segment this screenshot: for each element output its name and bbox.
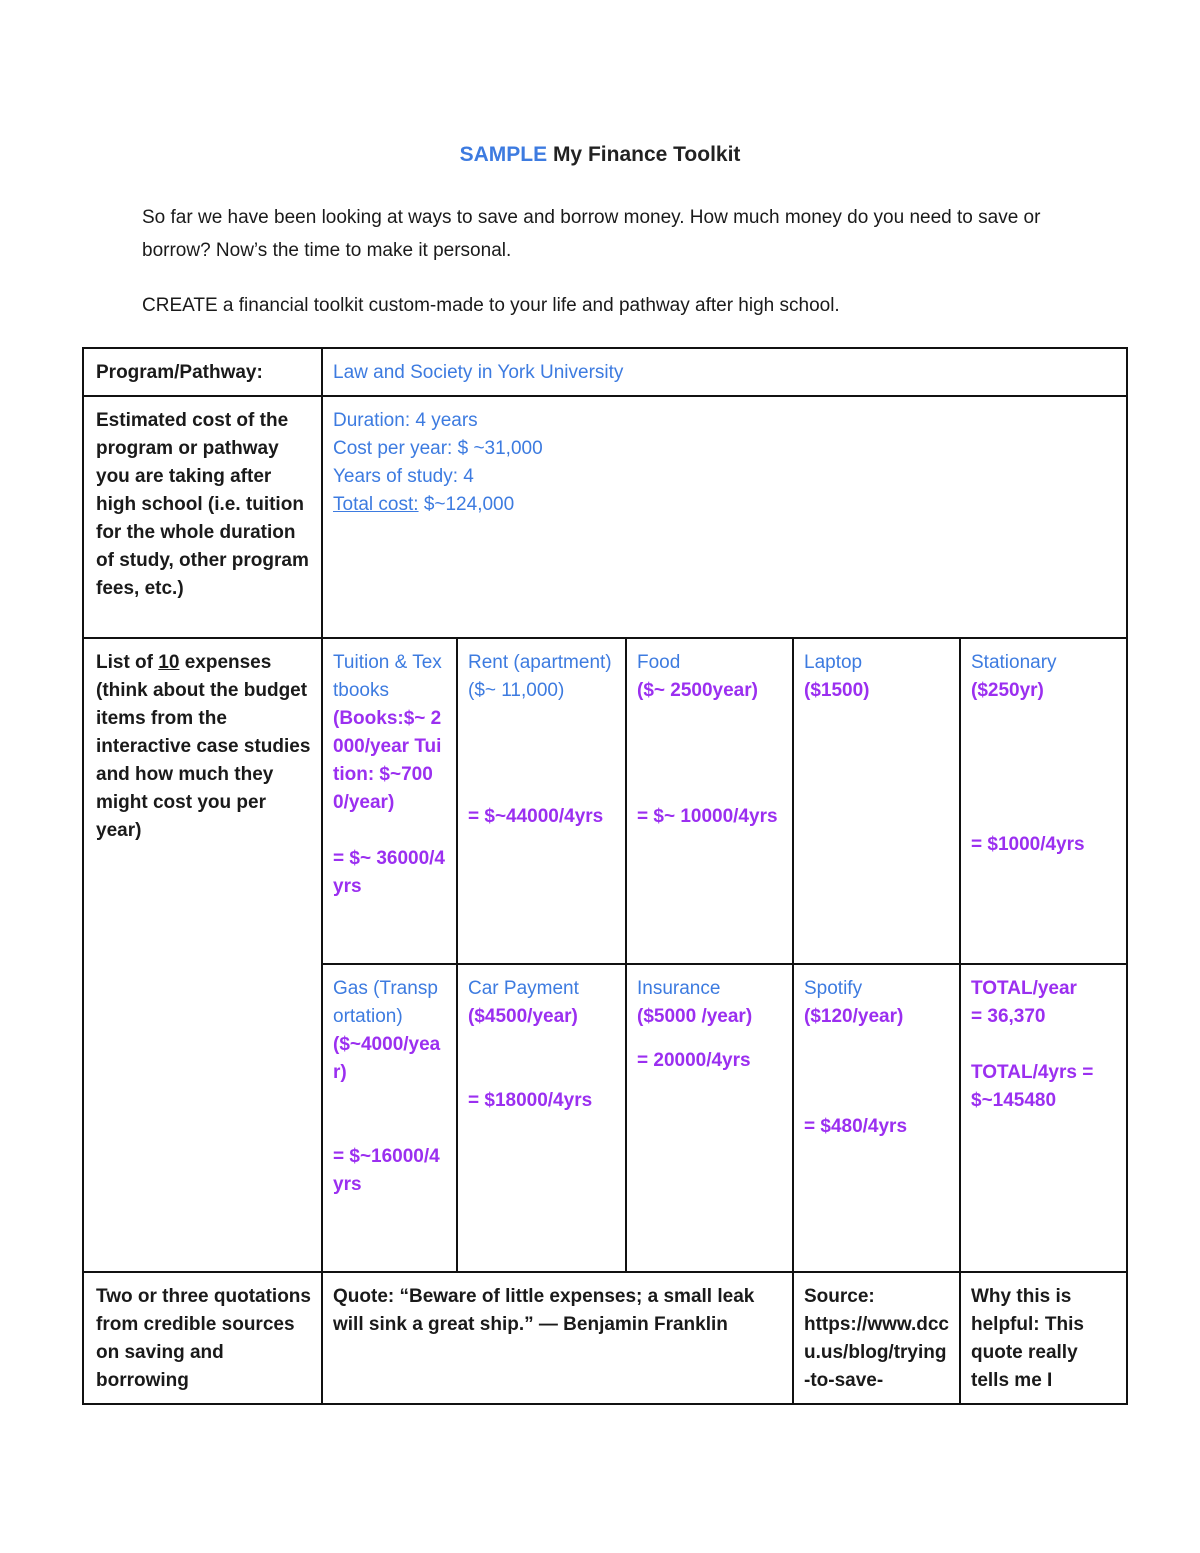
expense-cell-tuition (322, 638, 457, 964)
title-highlight: SAMPLE (459, 143, 548, 166)
cost-label: Estimated cost of the program or pathway you are taking after high school (i.e. tuition for the whole duration of study, other program fees, etc.) (83, 396, 322, 638)
expense-detail: ($~ 2500year) (637, 680, 758, 701)
expense-cell-rent (457, 638, 626, 964)
cost-per-year-text: Cost per year: $ ~31,000 (333, 438, 543, 459)
expense-cell-food (626, 638, 793, 964)
title-text: My Finance Toolkit (547, 143, 741, 166)
quote-why-helpful: Why this is helpful: This quote really tells me I (960, 1272, 1127, 1404)
expenses-row-1 (83, 638, 1127, 964)
expense-detail: ($120/year) (804, 1006, 904, 1027)
program-row (83, 348, 1127, 396)
years-of-study-text: Years of study: 4 (333, 466, 474, 487)
expense-name: Spotify (804, 978, 863, 999)
expense-total: = 20000/4yrs (637, 1050, 751, 1071)
total-cost-value: $~124,000 (418, 494, 515, 515)
expense-cell-car-payment (457, 964, 626, 1272)
duration-text: Duration: 4 years (333, 410, 478, 431)
cost-details (322, 396, 1127, 638)
expense-cell-insurance (626, 964, 793, 1272)
expense-name: Tuition & Textbooks (333, 652, 442, 701)
expense-cell-total (960, 964, 1127, 1272)
expense-cell-laptop (793, 638, 960, 964)
expense-name: Insurance (637, 978, 721, 999)
expense-detail: ($~ 11,000) (468, 680, 565, 701)
expense-detail: ($5000 /year) (637, 1006, 753, 1027)
intro-paragraph-2: CREATE a financial toolkit custom-made to your life and pathway after high school. (142, 295, 840, 316)
finance-toolkit-table (82, 347, 1128, 1405)
expense-total: = $~ 10000/4yrs (637, 806, 778, 827)
program-label: Program/Pathway: (83, 348, 322, 396)
expenses-label (83, 638, 322, 1272)
quote-text: Quote: “Beware of little expenses; a small leak will sink a great ship.” — Benjamin Franklin (322, 1272, 793, 1404)
expense-name: Rent (apartment) (468, 652, 612, 673)
page-title (0, 143, 1200, 167)
expense-cell-gas (322, 964, 457, 1272)
expense-total: = $~16000/4 yrs (333, 1146, 440, 1195)
quotes-label: Two or three quotations from credible sources on saving and borrowing (83, 1272, 322, 1404)
expense-total: = $480/4yrs (804, 1116, 908, 1137)
expense-detail: (Books:$~ 2000/year Tuition: $~7000/year) (333, 708, 442, 813)
program-value: Law and Society in York University (322, 348, 1127, 396)
expense-total: = $18000/4yrs (468, 1090, 593, 1111)
total-cost-line (333, 491, 1116, 519)
expense-cell-stationary (960, 638, 1127, 964)
expenses-label-suffix: expenses (think about the budget items from the interactive case studies and how much they might cost you per year) (96, 652, 311, 841)
expenses-label-prefix: List of (96, 652, 159, 673)
total-cost-label: Total cost: (333, 494, 419, 515)
total-4yrs: TOTAL/4yrs = $~145480 (971, 1062, 1094, 1111)
total-per-year-label: TOTAL/year (971, 978, 1077, 999)
expenses-label-number: 10 (158, 652, 180, 673)
cost-row (83, 396, 1127, 638)
intro-paragraph-1: So far we have been looking at ways to save and borrow money. How much money do you need to save or borrow? Now’s the time to make it personal. (142, 207, 1041, 261)
expense-name: Laptop (804, 652, 863, 673)
quote-source: Source: https://www.dccu.us/blog/trying-to-save- (793, 1272, 960, 1404)
expense-name: Stationary (971, 652, 1057, 673)
expense-total: = $1000/4yrs (971, 834, 1085, 855)
expense-total: = $~44000/4yrs (468, 806, 604, 827)
expense-detail: ($1500) (804, 680, 870, 701)
expense-name: Food (637, 652, 681, 673)
expense-name: Car Payment (468, 978, 579, 999)
expense-total: = $~ 36000/4yrs (333, 848, 445, 897)
expense-detail: ($4500/year) (468, 1006, 578, 1027)
expense-name: Gas (Transportation) (333, 978, 438, 1027)
expense-detail: ($~4000/year) (333, 1034, 441, 1083)
expense-cell-spotify (793, 964, 960, 1272)
expense-detail: ($250yr) (971, 680, 1044, 701)
quotes-row (83, 1272, 1127, 1404)
total-per-year-value: = 36,370 (971, 1006, 1046, 1027)
